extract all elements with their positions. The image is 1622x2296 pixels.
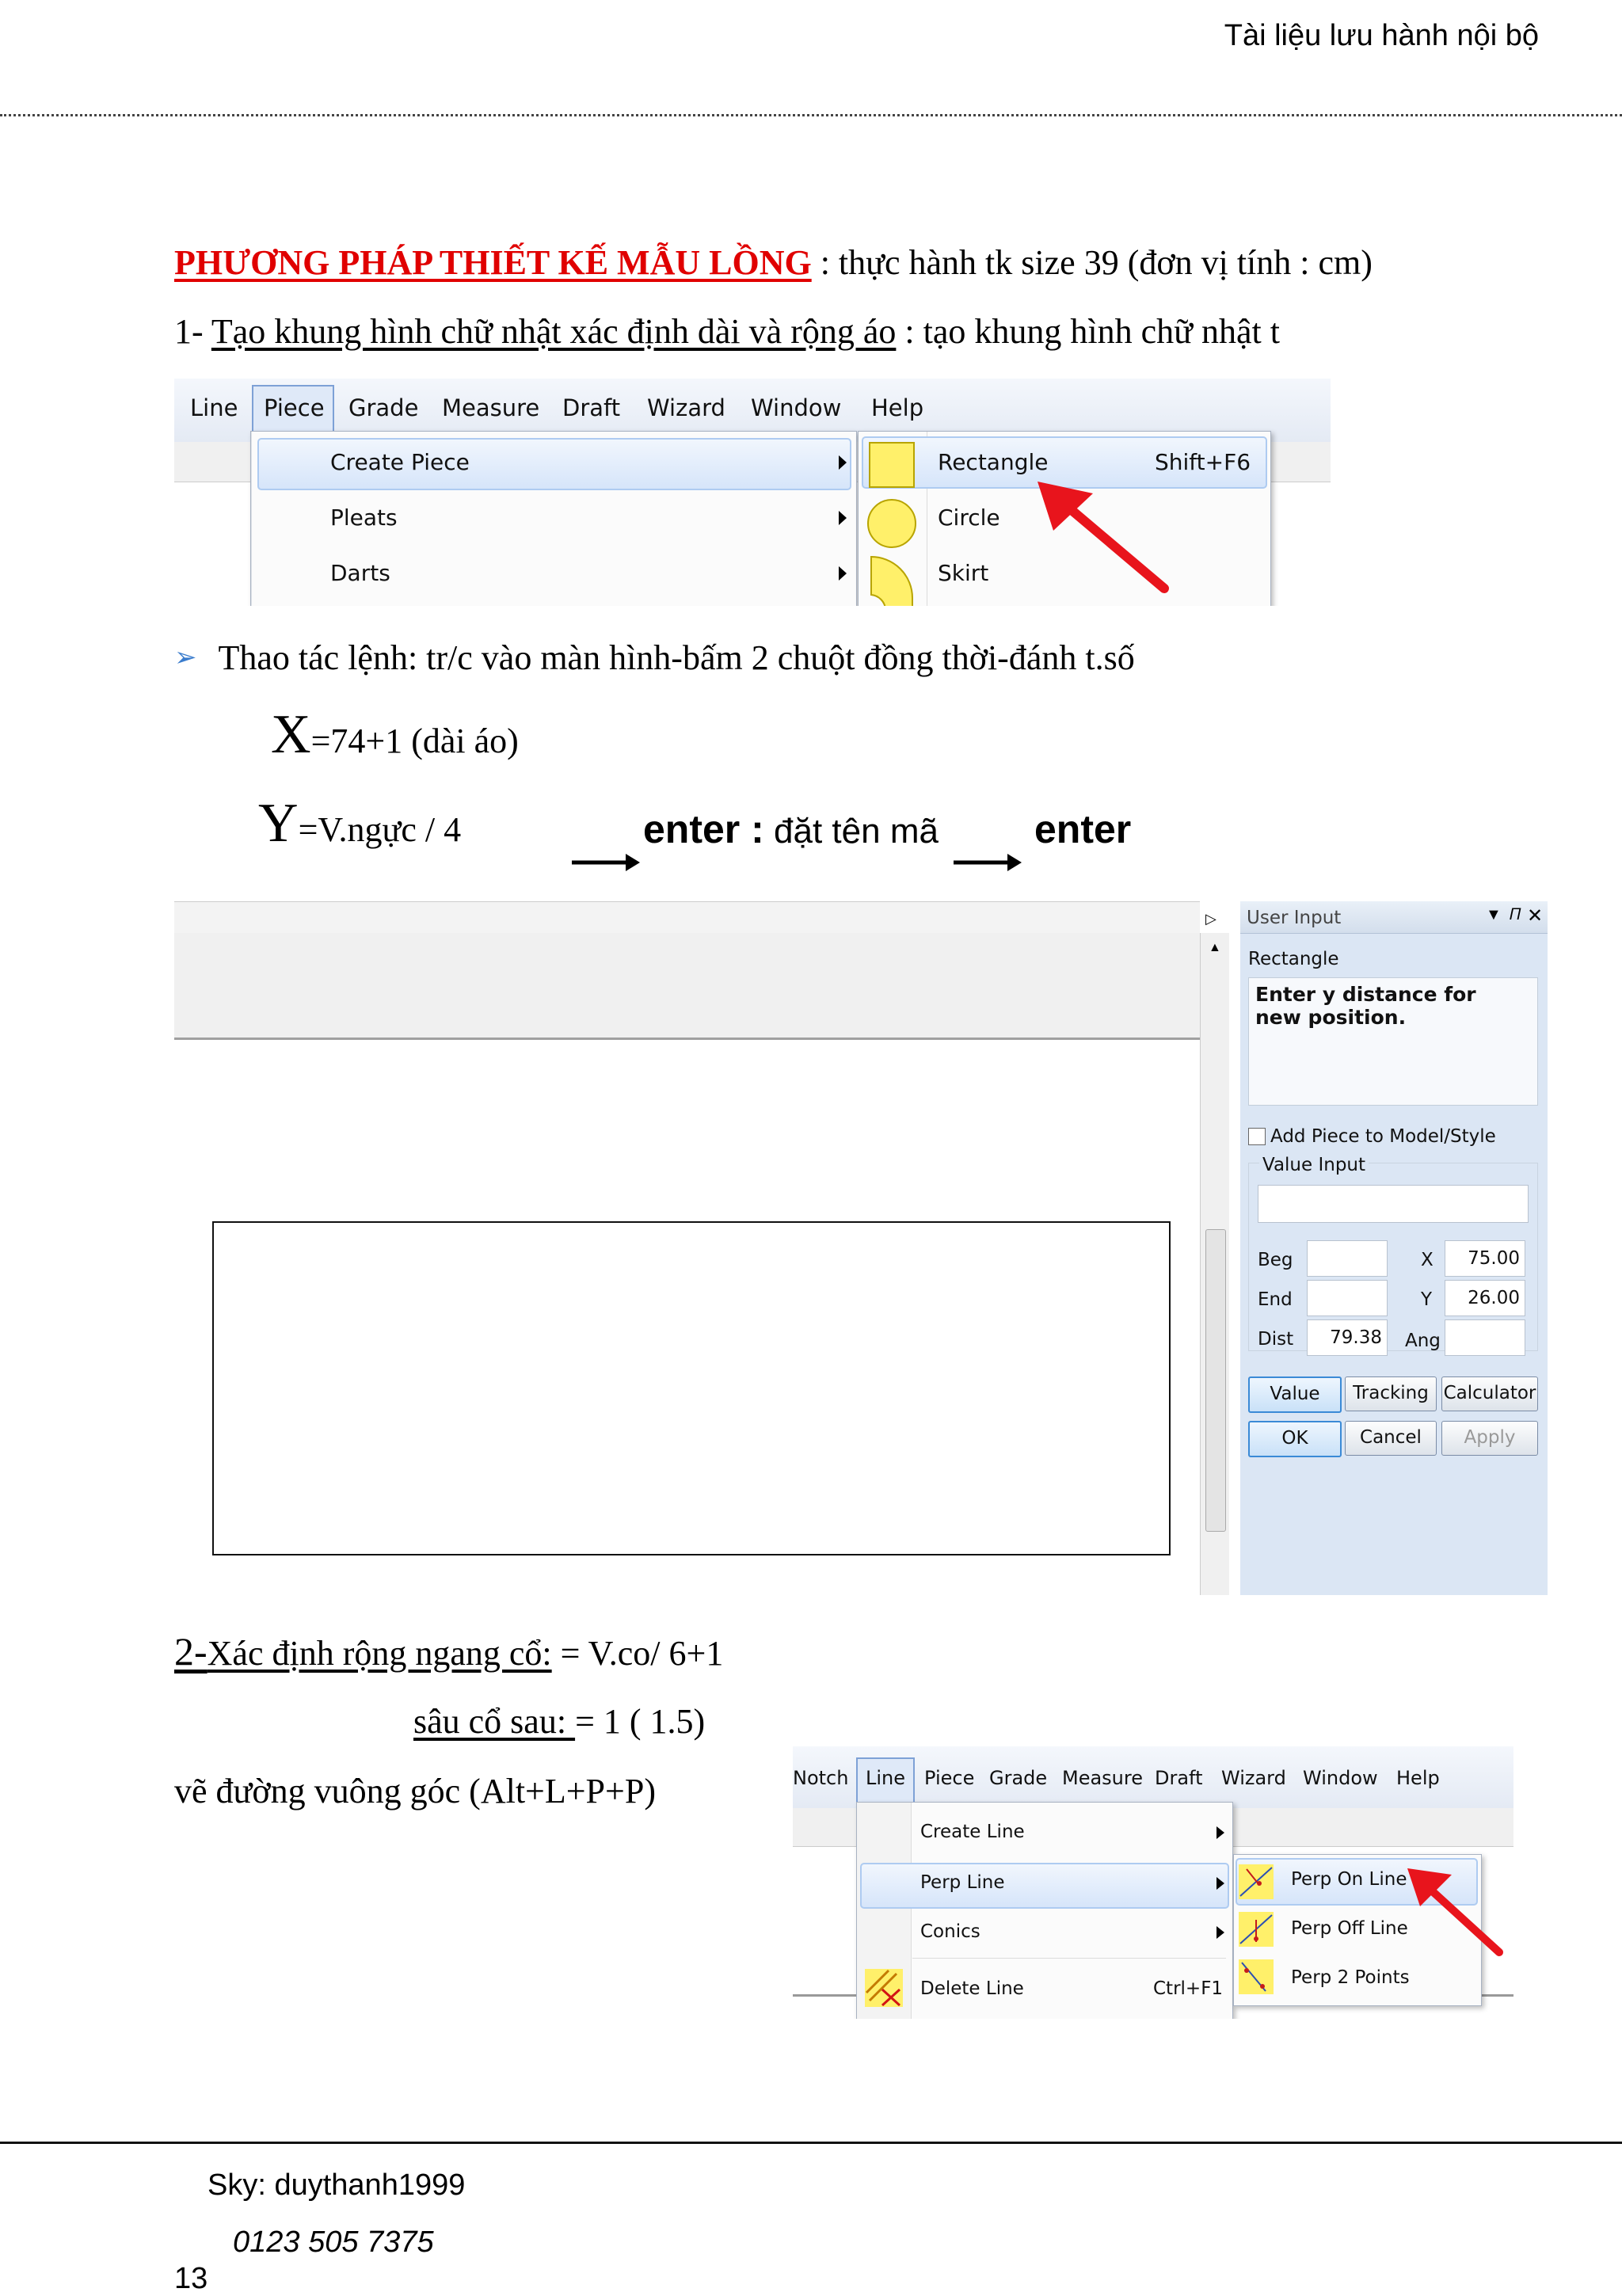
depth-text	[413, 1701, 705, 1742]
ang-label: Ang	[1405, 1331, 1441, 1351]
ok-button[interactable]: OK	[1248, 1421, 1342, 1457]
menu-item-perp-line[interactable]: Perp Line	[920, 1872, 1005, 1893]
line-submenu	[856, 1802, 1233, 2019]
menu-item-pleats[interactable]: Pleats	[330, 505, 398, 531]
y-field[interactable]	[1445, 1280, 1525, 1316]
step2-underlined: Xác định rộng ngang cổ:	[207, 1634, 552, 1673]
perp-off-line-icon	[1239, 1912, 1274, 1947]
submenu-arrow-icon	[1216, 1926, 1224, 1939]
step2-prefix: 2-	[174, 1629, 208, 1673]
menu-item-circle[interactable]: Circle	[938, 505, 1000, 531]
arrow-right-icon	[952, 851, 1023, 874]
menu-wizard[interactable]: Wizard	[1221, 1767, 1286, 1789]
menu-draft[interactable]: Draft	[562, 394, 621, 421]
menu-line[interactable]: Line	[190, 394, 238, 421]
step1-text	[174, 311, 1280, 352]
value-button[interactable]: Value	[1248, 1376, 1342, 1413]
step2-rest: = V.co/ 6+1	[551, 1634, 724, 1673]
menu-measure[interactable]: Measure	[1062, 1767, 1143, 1789]
enter-instruction	[643, 806, 939, 852]
end-label: End	[1258, 1289, 1293, 1310]
menu-piece[interactable]: Piece	[264, 394, 325, 421]
depth-rest: = 1 ( 1.5)	[575, 1702, 706, 1741]
menu-help[interactable]: Help	[1396, 1767, 1440, 1789]
rectangle-shape[interactable]	[212, 1221, 1171, 1555]
rectangle-shortcut: Shift+F6	[1155, 449, 1251, 475]
submenu-arrow-icon	[1216, 1826, 1224, 1839]
menu-item-perp-2-points[interactable]: Perp 2 Points	[1291, 1967, 1410, 1988]
menu-item-skirt[interactable]: Skirt	[938, 560, 989, 586]
piece-menu-screenshot	[174, 379, 1331, 606]
canvas-header-area	[174, 933, 1200, 1040]
name-code-text: đặt tên mã	[763, 812, 939, 851]
perp-icons	[1239, 1860, 1274, 1999]
beg-field[interactable]	[1307, 1240, 1388, 1277]
prompt-box	[1248, 977, 1538, 1106]
arrow-right-icon	[570, 851, 642, 874]
perp-instruction: vẽ đường vuông góc (Alt+L+P+P)	[174, 1772, 656, 1811]
step1-underlined: Tạo khung hình chữ nhật xác định dài và rộng áo	[211, 312, 897, 351]
x-field[interactable]	[1445, 1240, 1525, 1277]
add-piece-label: Add Piece to Model/Style	[1270, 1126, 1496, 1147]
menu-item-create-piece[interactable]: Create Piece	[330, 449, 470, 475]
red-pointer-arrow-icon	[1030, 482, 1188, 600]
menu-item-create-line[interactable]: Create Line	[920, 1822, 1025, 1842]
menu-help[interactable]: Help	[871, 394, 924, 421]
menu-bar-2	[793, 1746, 1513, 1809]
menu-item-darts[interactable]: Darts	[330, 560, 390, 586]
calculator-button[interactable]: Calculator	[1441, 1376, 1538, 1411]
x-formula-text: =74+1 (dài áo)	[310, 722, 519, 760]
bullet-arrow-icon: ➢	[174, 643, 197, 672]
perp-2-points-icon	[1239, 1959, 1274, 1994]
menu-item-rectangle[interactable]: Rectangle	[938, 449, 1049, 475]
delete-line-icon	[865, 1969, 903, 2007]
menu-window[interactable]: Window	[751, 394, 842, 421]
perp-line-highlight	[860, 1863, 1229, 1909]
menu-piece[interactable]: Piece	[924, 1767, 975, 1789]
panel-title: User Input	[1247, 908, 1342, 928]
x-letter: X	[271, 704, 311, 765]
menu-notch[interactable]: Notch	[793, 1767, 849, 1789]
command-name: Rectangle	[1248, 949, 1339, 969]
red-pointer-arrow-icon	[1403, 1865, 1513, 1960]
submenu-arrow-icon	[839, 566, 847, 581]
user-input-screenshot	[174, 901, 1548, 1595]
dist-label: Dist	[1258, 1329, 1294, 1350]
x-label: X	[1421, 1250, 1434, 1270]
footer-phone: 0123 505 7375	[233, 2226, 434, 2259]
canvas-tab-strip	[174, 901, 1200, 935]
menu-draft[interactable]: Draft	[1155, 1767, 1203, 1789]
close-icon[interactable]: ✕	[1527, 904, 1544, 927]
beg-label: Beg	[1258, 1250, 1293, 1270]
depth-underlined: sâu cổ sau:	[413, 1702, 576, 1741]
panel-title-bar	[1240, 901, 1548, 934]
page-number: 13	[174, 2262, 208, 2295]
x-formula	[271, 703, 519, 767]
y-formula-text: =V.ngực / 4	[298, 810, 462, 849]
piece-submenu	[250, 431, 857, 606]
line-menu-screenshot	[793, 1746, 1513, 2019]
y-value: 26.00	[1468, 1288, 1520, 1308]
shape-icons	[866, 440, 917, 606]
instruction-text: Thao tác lệnh: tr/c vào màn hình-bấm 2 chuột đồng thời-đánh t.số	[218, 638, 1135, 677]
footer-skype: Sky: duythanh1999	[208, 2168, 466, 2202]
scroll-up-icon[interactable]: ▲	[1209, 941, 1221, 954]
header-text: Tài liệu lưu hành nội bộ	[1224, 19, 1539, 52]
menu-grade[interactable]: Grade	[989, 1767, 1048, 1789]
menu-wizard[interactable]: Wizard	[647, 394, 725, 421]
menu-window[interactable]: Window	[1303, 1767, 1378, 1789]
menu-item-conics[interactable]: Conics	[920, 1921, 980, 1942]
y-label: Y	[1421, 1289, 1433, 1310]
scrollbar-thumb[interactable]	[1205, 1229, 1226, 1532]
tracking-button[interactable]: Tracking	[1345, 1376, 1437, 1411]
skirt-icon	[871, 557, 912, 606]
apply-button[interactable]: Apply	[1441, 1421, 1538, 1456]
perp-on-line-icon	[1239, 1864, 1274, 1899]
menu-item-delete-line[interactable]: Delete Line	[920, 1978, 1024, 1999]
pin-icon[interactable]: 𝛱	[1510, 906, 1521, 923]
y-formula	[258, 792, 461, 855]
expand-triangle-icon[interactable]: ▷	[1205, 911, 1216, 927]
dist-field[interactable]	[1307, 1319, 1388, 1356]
menu-item-perp-off-line[interactable]: Perp Off Line	[1291, 1918, 1408, 1939]
menu-line[interactable]: Line	[866, 1767, 906, 1789]
step1-rest: : tạo khung hình chữ nhật t	[896, 312, 1280, 351]
ang-field[interactable]	[1445, 1319, 1525, 1356]
submenu-arrow-icon	[839, 455, 847, 470]
section-title	[174, 242, 1373, 283]
panel-dropdown-icon[interactable]: ▼	[1486, 906, 1502, 923]
header-divider	[0, 114, 1622, 116]
section-title-red: PHƯƠNG PHÁP THIẾT KẾ MẪU LỒNG	[174, 243, 812, 282]
add-piece-checkbox[interactable]	[1248, 1128, 1266, 1145]
menu-item-perp-on-line[interactable]: Perp On Line	[1291, 1869, 1407, 1890]
submenu-arrow-icon	[1216, 1877, 1224, 1890]
enter-label-1: enter :	[643, 807, 764, 851]
instruction-bullet	[174, 638, 1135, 678]
section-title-rest: : thực hành tk size 39 (đơn vị tính : cm)	[811, 243, 1373, 282]
menu-measure[interactable]: Measure	[442, 394, 540, 421]
vertical-scrollbar[interactable]	[1200, 933, 1229, 1595]
delete-line-shortcut: Ctrl+F1	[1153, 1978, 1224, 1999]
submenu-arrow-icon	[839, 511, 847, 525]
step2-text	[174, 1628, 723, 1674]
dist-value: 79.38	[1330, 1327, 1382, 1348]
user-input-panel	[1240, 901, 1548, 1595]
value-input-field[interactable]	[1258, 1185, 1529, 1223]
circle-icon	[868, 500, 916, 547]
cancel-button[interactable]: Cancel	[1345, 1421, 1437, 1456]
menu-grade[interactable]: Grade	[348, 394, 419, 421]
end-field[interactable]	[1307, 1280, 1388, 1316]
enter-label-2: enter	[1034, 807, 1132, 851]
footer-divider	[0, 2142, 1622, 2144]
value-input-label: Value Input	[1259, 1155, 1369, 1175]
rectangle-icon	[870, 443, 914, 487]
step1-prefix: 1-	[174, 312, 211, 351]
y-letter: Y	[258, 793, 299, 854]
x-value: 75.00	[1468, 1248, 1520, 1269]
prompt-text: Enter y distance for new position.	[1255, 983, 1476, 1029]
